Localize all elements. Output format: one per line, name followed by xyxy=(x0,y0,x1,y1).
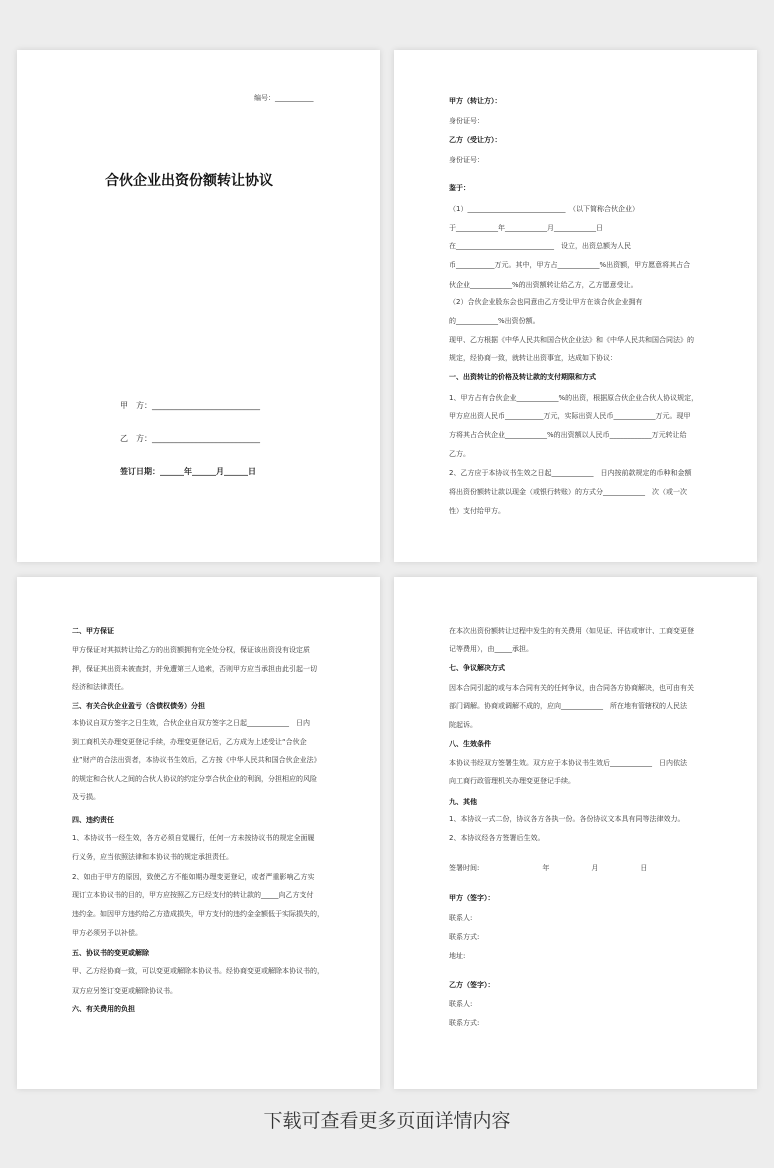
document-text-line: 将出资份额转让款以现金（或银行转账）的方式分____________ 次（或一次 xyxy=(449,488,687,496)
section-heading: 乙方（签字）： xyxy=(449,981,495,989)
document-text-line: 部门调解。协商或调解不成的，应向____________ 所在地有管辖权的人民法 xyxy=(449,702,687,710)
party-a-signature-line: 甲 方：___________________________ xyxy=(120,401,260,410)
document-text-line: 甲方保证对其拟转让给乙方的出资额拥有完全处分权，保证该出资没有设定质 xyxy=(72,646,310,654)
document-text-line: 行义务，应当依照法律和本协议书的规定承担责任。 xyxy=(72,853,233,861)
document-text-line: 的____________%出资份额。 xyxy=(449,317,540,325)
document-text-line: 业”财产的合法出资者，本协议书生效后，乙方按《中华人民共和国合伙企业法》 xyxy=(72,756,321,764)
document-text-line: 身份证号： xyxy=(449,117,484,125)
section-heading: 五、协议书的变更或解除 xyxy=(72,949,149,957)
document-text-line: 2、如由于甲方的原因，致使乙方不能如期办理变更登记，或者严重影响乙方实 xyxy=(72,873,315,881)
document-text-line: 1、甲方占有合伙企业____________%的出资，根据原合伙企业合伙人协议规定， xyxy=(449,394,699,402)
document-text-line: 的规定和合伙人之间的合伙人协议的约定分享合伙企业的利润，分担相应的风险 xyxy=(72,775,317,783)
document-text-line: （2）合伙企业股东会也同意由乙方受让甲方在该合伙企业拥有 xyxy=(449,298,643,306)
document-page-cover xyxy=(17,50,380,562)
section-heading: 甲方（转让方）： xyxy=(449,97,502,105)
document-text-line: 乙方。 xyxy=(449,450,470,458)
document-text-line: 本协议书经双方签署生效。双方应于本协议书生效后____________ 日内依法 xyxy=(449,759,687,767)
document-page-2 xyxy=(394,50,757,562)
document-text-line: 甲方应出资人民币___________万元，实际出资人民币____________万元。现甲 xyxy=(449,412,691,420)
download-hint-footer: 下载可查看更多页面详情内容 xyxy=(263,1110,511,1132)
document-text-line: 现订立本协议书的目的，甲方应按照乙方已经支付的转让款的_____向乙方支付 xyxy=(72,891,314,899)
section-heading: 三、有关合伙企业盈亏（含债权债务）分担 xyxy=(72,702,205,710)
document-text-line: 院起诉。 xyxy=(449,721,477,729)
document-text-line: 双方应另签订变更或解除协议书。 xyxy=(72,987,177,995)
section-heading: 九、其他 xyxy=(449,798,477,806)
document-text-line: 因本合同引起的或与本合同有关的任何争议，由合同各方协商解决，也可由有关 xyxy=(449,684,694,692)
document-text-line: 联系人: xyxy=(449,1000,473,1008)
document-text-line: 经济和法律责任。 xyxy=(72,683,128,691)
document-text-line: 于____________年____________月____________日 xyxy=(449,224,603,232)
document-text-line: 联系方式: xyxy=(449,933,480,941)
document-page-3 xyxy=(17,577,380,1089)
document-text-line: 到工商机关办理变更登记手续，办理变更登记后，乙方成为上述受让“合伙企 xyxy=(72,738,307,746)
section-heading: 四、违约责任 xyxy=(72,816,114,824)
section-heading: 二、甲方保证 xyxy=(72,627,114,635)
party-b-signature-line: 乙 方：___________________________ xyxy=(120,434,260,443)
document-text-line: 及亏损。 xyxy=(72,793,100,801)
section-heading: 一、出资转让的价格及转让款的支付期限和方式 xyxy=(449,373,596,381)
document-text-line: 伙企业____________%的出资额转让给乙方，乙方愿意受让。 xyxy=(449,281,638,289)
document-text-line: 押，保证其出资未被查封，并免遭第三人追索，否则甲方应当承担由此引起一切 xyxy=(72,665,317,673)
document-text-line: 地址: xyxy=(449,952,466,960)
section-heading: 乙方（受让方）： xyxy=(449,136,502,144)
document-text-line: 甲方必须另予以补偿。 xyxy=(72,929,142,937)
document-text-line: 2、本协议经各方签署后生效。 xyxy=(449,834,545,842)
document-text-line: 本协议自双方签字之日生效，合伙企业自双方签字之日起____________ 日内 xyxy=(72,719,310,727)
document-text-line: 甲、乙方经协商一致，可以变更或解除本协议书。经协商变更或解除本协议书的， xyxy=(72,967,324,975)
document-text-line: 现甲、乙方根据《中华人民共和国合伙企业法》和《中华人民共和国合同法》的 xyxy=(449,336,694,344)
section-heading: 鉴于： xyxy=(449,184,470,192)
document-text-line: 规定，经协商一致，就转让出资事宜，达成如下协议： xyxy=(449,354,617,362)
document-text-line: 向工商行政管理机关办理变更登记手续。 xyxy=(449,777,575,785)
document-text-line: （1）____________________________ （以下简称合伙企业） xyxy=(449,205,639,213)
document-text-line: 1、本协议一式二份，协议各方各执一份。各份协议文本具有同等法律效力。 xyxy=(449,815,685,823)
document-text-line: 在本次出资份额转让过程中发生的有关费用（如见证、评估或审计、工商变更登 xyxy=(449,627,694,635)
section-heading: 八、生效条件 xyxy=(449,740,491,748)
document-text-line: 身份证号： xyxy=(449,156,484,164)
sign-date-line: 签订日期：______年______月______日 xyxy=(120,467,256,476)
contract-number-label: 编号：___________ xyxy=(254,94,314,102)
document-text-line: 性）支付给甲方。 xyxy=(449,507,505,515)
document-text-line: 签署时间: 年 月 日 xyxy=(449,864,648,872)
section-heading: 甲方（签字）： xyxy=(449,894,495,902)
document-text-line: 违约金。如因甲方违约给乙方造成损失，甲方支付的违约金金额低于实际损失的， xyxy=(72,910,324,918)
page-title: 合伙企业出资份额转让协议 xyxy=(105,173,273,189)
section-heading: 七、争议解决方式 xyxy=(449,664,505,672)
document-text-line: 记等费用），由_____承担。 xyxy=(449,645,533,653)
document-text-line: 在____________________________ 设立，出资总额为人民 xyxy=(449,242,631,250)
document-text-line: 方将其占合伙企业____________%的出资额以人民币____________万元转让给 xyxy=(449,431,687,439)
document-text-line: 联系人: xyxy=(449,914,473,922)
document-text-line: 联系方式: xyxy=(449,1019,480,1027)
document-text-line: 币___________万元。其中，甲方占____________%出资额，甲方愿意将其占合 xyxy=(449,261,691,269)
document-text-line: 2、乙方应于本协议书生效之日起____________ 日内按前款规定的币种和金额 xyxy=(449,469,692,477)
document-text-line: 1、本协议书一经生效，各方必须自觉履行，任何一方未按协议书的规定全面履 xyxy=(72,834,315,842)
document-page-4 xyxy=(394,577,757,1089)
section-heading: 六、有关费用的负担 xyxy=(72,1005,135,1013)
